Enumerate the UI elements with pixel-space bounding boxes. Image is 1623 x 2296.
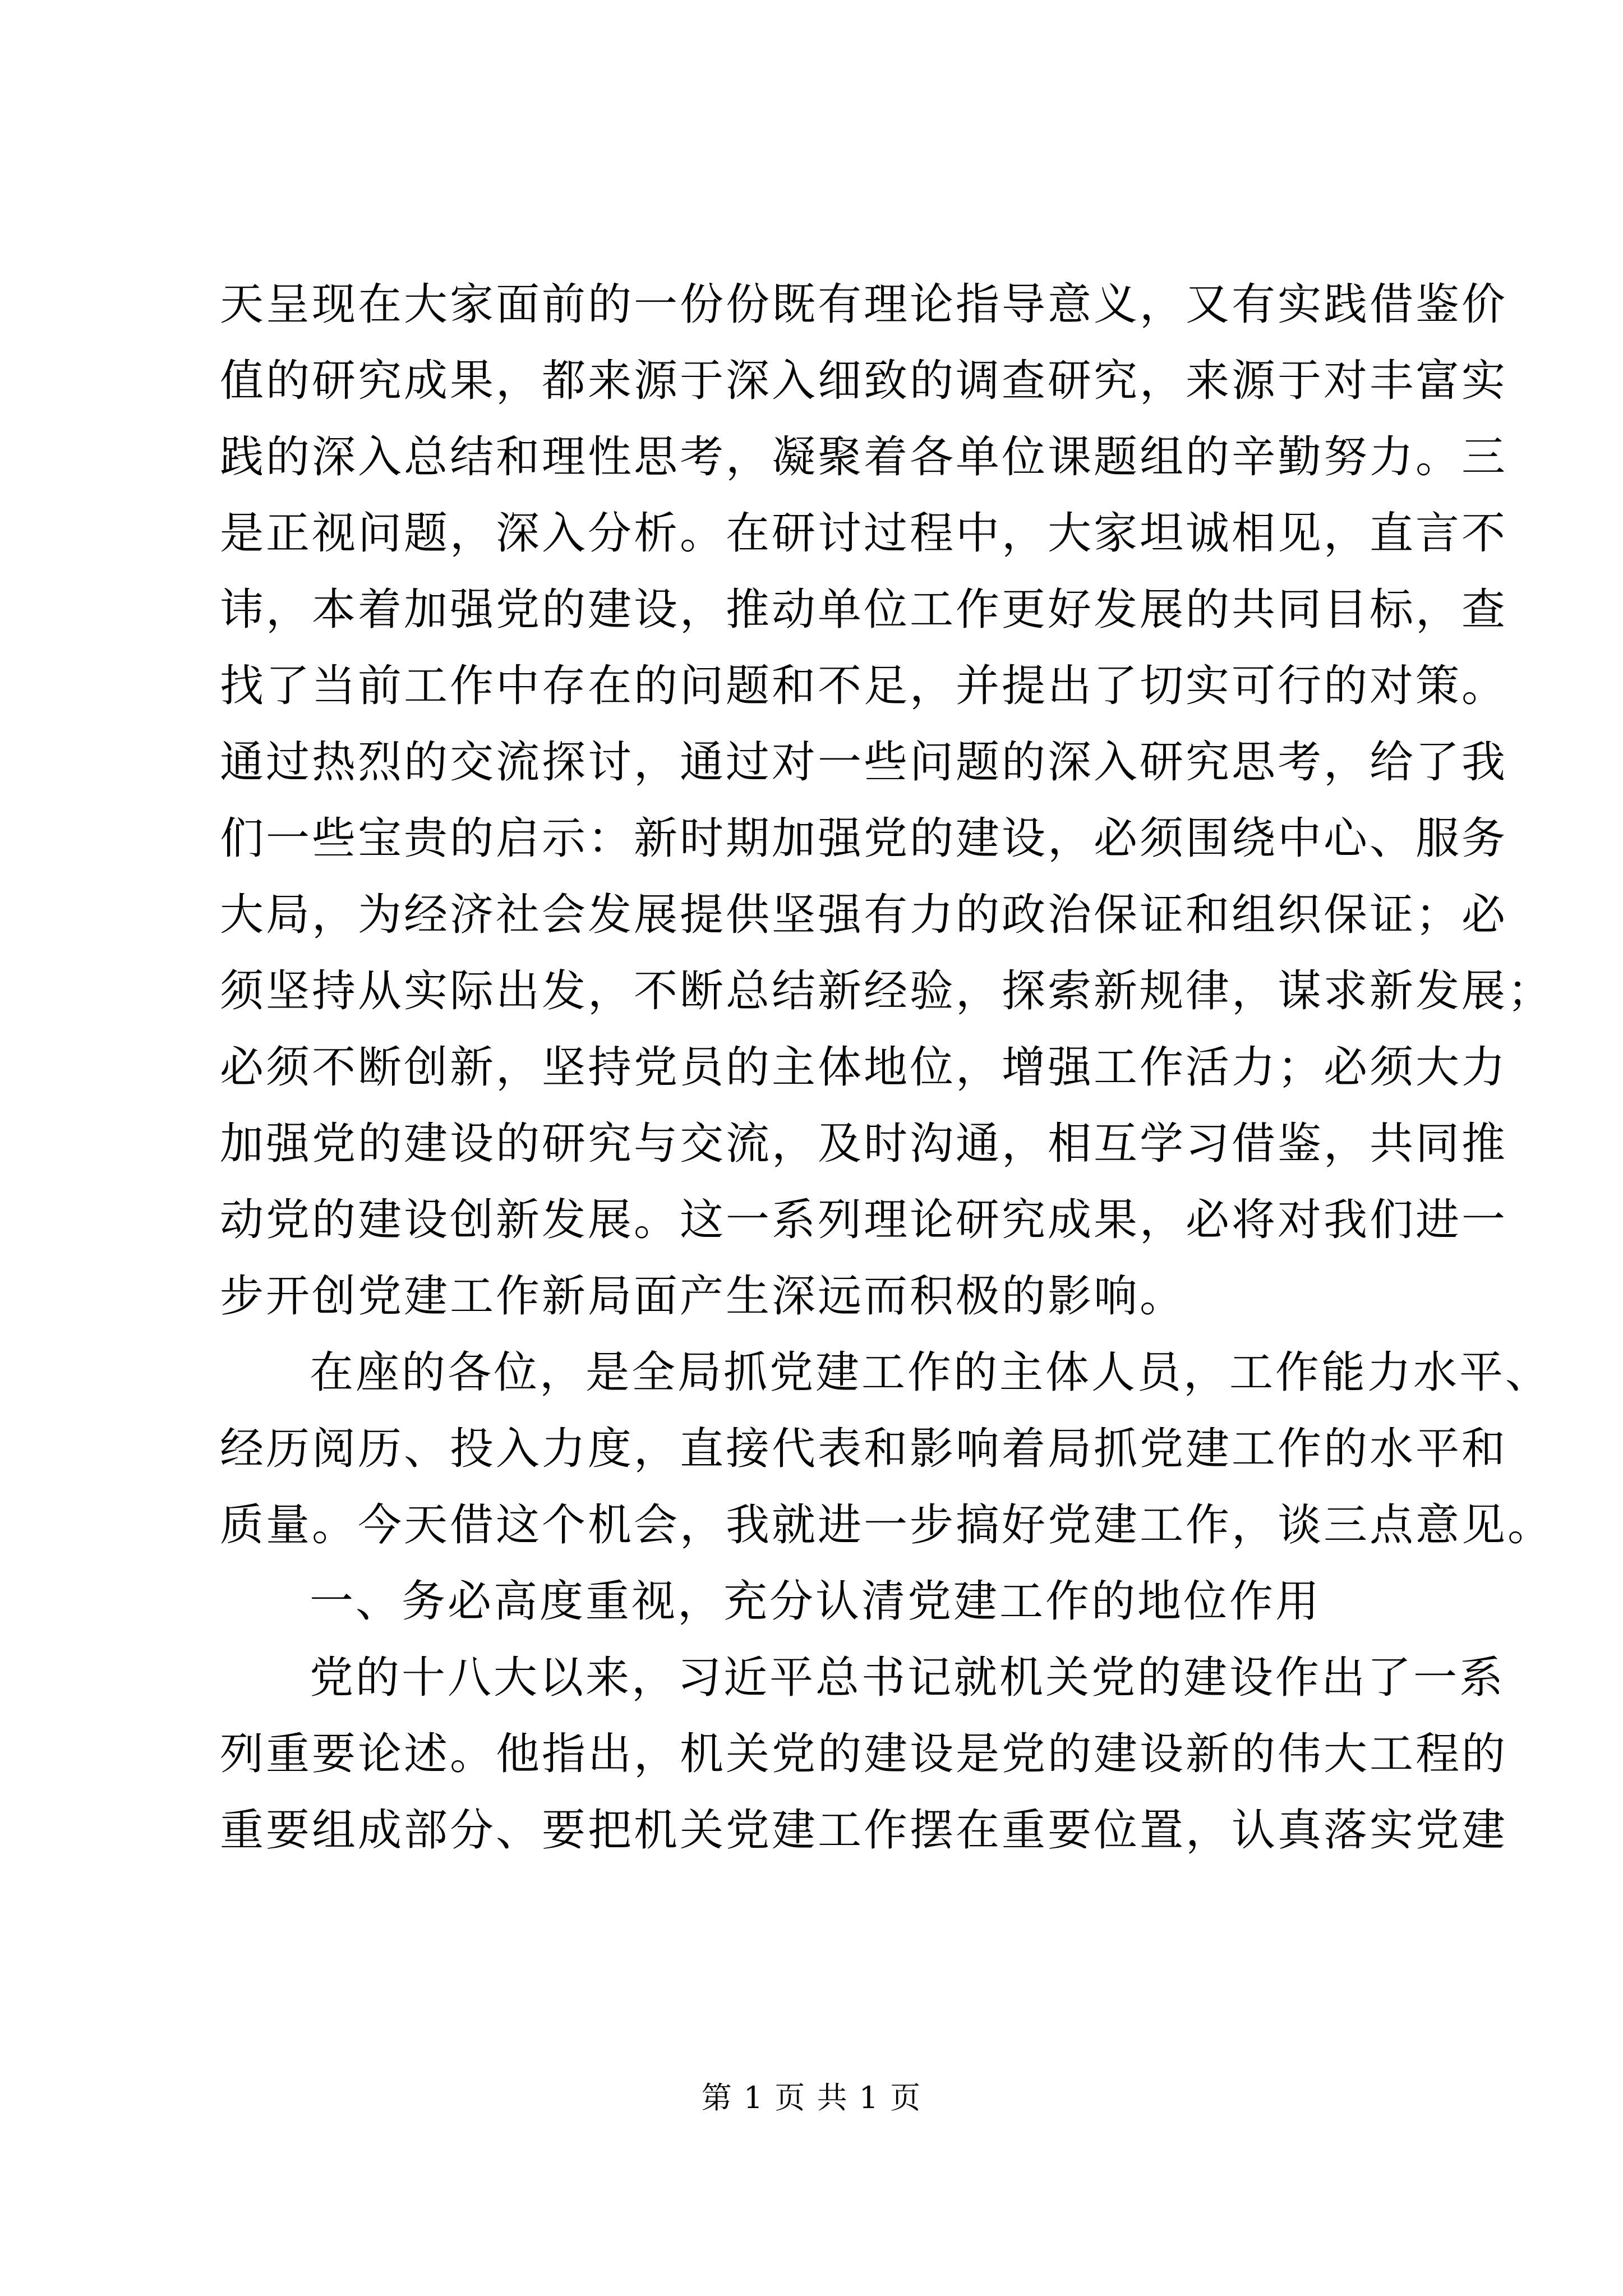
section-heading: 一、务必高度重视，充分认清党建工作的地位作用 (310, 1576, 1322, 1627)
text-line: 找了当前工作中存在的问题和不足，并提出了切实可行的对策。 (220, 661, 1508, 711)
text-line: 践的深入总结和理性思考，凝聚着各单位课题组的辛勤努力。三 (220, 432, 1508, 482)
text-line: 动党的建设创新发展。这一系列理论研究成果，必将对我们进一 (220, 1195, 1508, 1245)
text-line: 天呈现在大家面前的一份份既有理论指导意义，又有实践借鉴价 (220, 279, 1508, 330)
text-line: 重要组成部分、要把机关党建工作摆在重要位置，认真落实党建 (220, 1805, 1508, 1856)
text-line: 质量。今天借这个机会，我就进一步搞好党建工作，谈三点意见。 (220, 1500, 1554, 1550)
text-line: 讳，本着加强党的建设，推动单位工作更好发展的共同目标，查 (220, 585, 1508, 635)
text-line: 须坚持从实际出发，不断总结新经验，探索新规律，谋求新发展； (220, 966, 1554, 1016)
text-line: 加强党的建设的研究与交流，及时沟通，相互学习借鉴，共同推 (220, 1119, 1508, 1169)
text-line: 们一些宝贵的启示：新时期加强党的建设，必须围绕中心、服务 (220, 813, 1508, 864)
text-line: 列重要论述。他指出，机关党的建设是党的建设新的伟大工程的 (220, 1729, 1508, 1779)
text-line: 值的研究成果，都来源于深入细致的调查研究，来源于对丰富实 (220, 356, 1508, 406)
text-line: 经历阅历、投入力度，直接代表和影响着局抓党建工作的水平和 (220, 1424, 1508, 1474)
text-line: 大局，为经济社会发展提供坚强有力的政治保证和组织保证；必 (220, 890, 1508, 940)
document-body (220, 266, 1554, 1869)
text-line: 通过热烈的交流探讨，通过对一些问题的深入研究思考，给了我 (220, 737, 1508, 788)
text-line: 在座的各位，是全局抓党建工作的主体人员，工作能力水平、 (310, 1347, 1552, 1398)
text-line: 步开创党建工作新局面产生深远而积极的影响。 (220, 1271, 1186, 1322)
text-line: 必须不断创新，坚持党员的主体地位，增强工作活力；必须大力 (220, 1042, 1508, 1093)
text-line: 党的十八大以来，习近平总书记就机关党的建设作出了一系 (310, 1653, 1506, 1703)
text-line: 是正视问题，深入分析。在研讨过程中，大家坦诚相见，直言不 (220, 508, 1508, 559)
page-number-footer: 第 1 页 共 1 页 (701, 2080, 922, 2115)
